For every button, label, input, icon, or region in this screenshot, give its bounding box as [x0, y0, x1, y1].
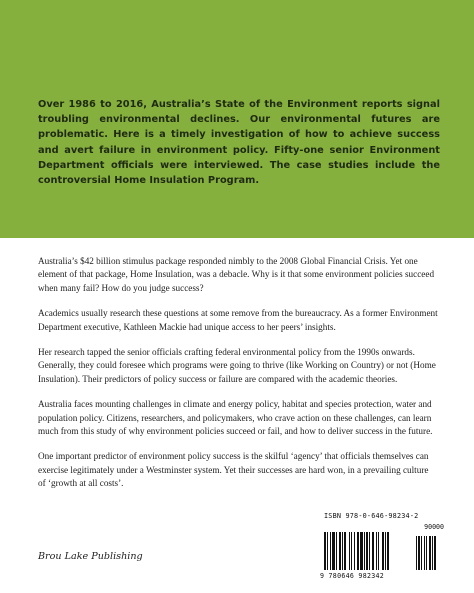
- description-paragraph: One important predictor of environment policy success is the skilful ‘agency’ that officials themselves can exercise legitimately under a Westminster system. Yet their successes are hard won, in a prevailing culture of ‘growth at all costs’.: [38, 451, 429, 489]
- description-paragraph: Australia faces mounting challenges in climate and energy policy, habitat and species protection, water and population policy. Citizens, researchers, and policymakers, who crave action on these challenges, can learn much from this study of why environment policies succeed or fail, and how to deliver success in the future.: [38, 399, 433, 437]
- barcode-digits: 9 780646 982342: [320, 572, 385, 580]
- description-paragraph: Australia’s $42 billion stimulus package responded nimbly to the 2008 Global Financial Crisis. Yet one element of that package, Home Insulation, was a debacle. Why is it that some environment policies succeed when many fail? How do you judge success?: [38, 256, 435, 293]
- isbn-barcode: [318, 510, 450, 584]
- publisher-name: Brou Lake Publishing: [38, 551, 143, 562]
- description-text: [38, 255, 438, 503]
- description-paragraph: Academics usually research these questions at some remove from the bureaucracy. As a former Environment Department executive, Kathleen Mackie had unique access to her peers’ insights.: [38, 308, 438, 332]
- barcode-addon: 90000: [424, 523, 444, 531]
- barcode-bars: [324, 532, 444, 572]
- cover-blurb: Over 1986 to 2016, Australia’s State of the Environment reports signal troubling environmental declines. Our environmental futures are problematic. Here is a timely investigation of how to achieve success and avert failure in environment policy. Fifty-one senior Environment Department officials were interviewed. The case studies include the controversial Home Insulation Program.: [38, 99, 440, 187]
- description-paragraph: Her research tapped the senior officials crafting federal environmental policy from the 1990s onwards. Generally, they could foresee which programs were going to thrive (like Working on Country) or not (Home Insulation). Their predictors of policy success or failure are compared with the academic theories.: [38, 347, 436, 384]
- isbn-label: ISBN 978-0-646-98234-2: [324, 512, 419, 520]
